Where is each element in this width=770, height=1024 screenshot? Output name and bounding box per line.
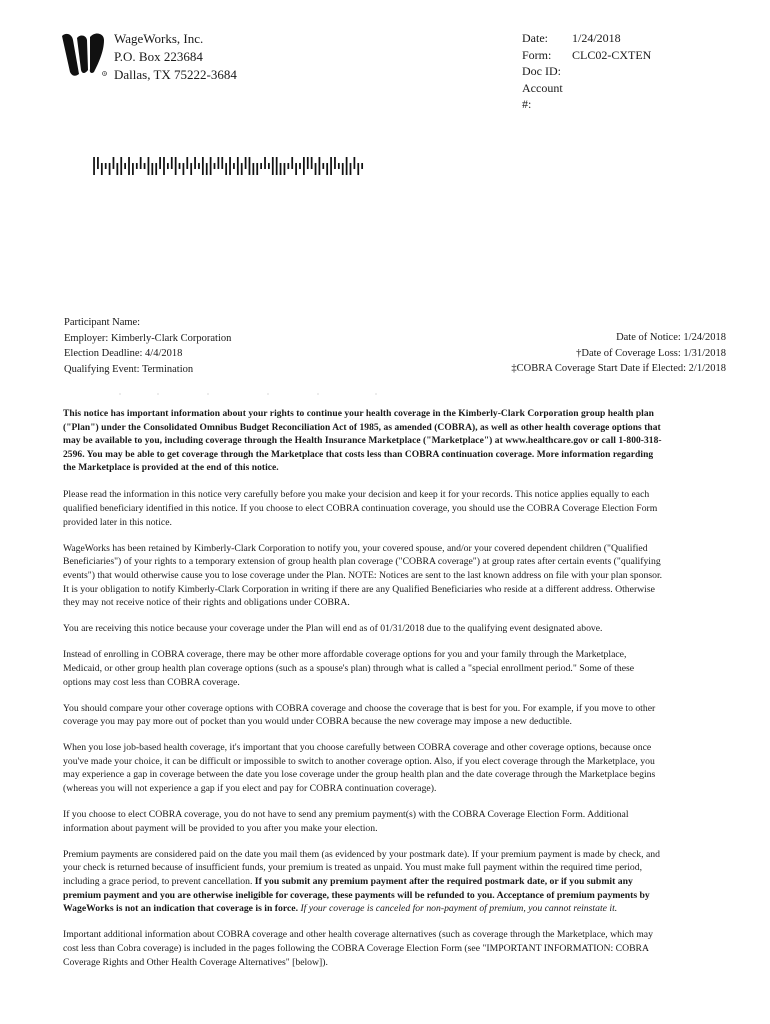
barcode-bar	[330, 157, 332, 175]
barcode-bar	[144, 163, 146, 169]
barcode-bar	[225, 163, 227, 175]
barcode-bar	[190, 163, 192, 175]
paragraph-additional-info: Important additional information about COBRA coverage and other health coverage alternatives (such as coverage through the Marketplace, which may cost less than Cobra coverage) is included in the pages following the COBRA Coverage Election Form (see "IMPORTANT INFORMATION: COBRA Coverage Rights and Other Health Coverage Alternatives" [below]).	[63, 929, 653, 968]
barcode-bar	[252, 163, 254, 175]
barcode-bar	[350, 163, 352, 175]
sender-address-line-2: Dallas, TX 75222-3684	[114, 67, 237, 82]
barcode-bar	[218, 157, 220, 169]
barcode-bar	[210, 157, 212, 175]
postal-barcode	[92, 157, 364, 175]
form-label: Form:	[522, 47, 552, 62]
barcode-bar	[311, 157, 313, 169]
barcode-bar	[326, 163, 328, 175]
barcode-bar	[342, 163, 344, 175]
barcode-bar	[357, 163, 359, 175]
barcode-bar	[120, 157, 122, 175]
barcode-bar	[334, 157, 336, 169]
participant-info	[64, 315, 231, 377]
paragraph-premium-payments	[63, 848, 663, 916]
barcode-bar	[159, 157, 161, 169]
date-of-notice: Date of Notice: 1/24/2018	[616, 332, 726, 343]
barcode-bar	[260, 163, 262, 169]
barcode-bar	[319, 157, 321, 175]
barcode-bar	[272, 157, 274, 175]
barcode-bar	[101, 163, 103, 175]
barcode-bar	[163, 157, 165, 175]
election-deadline-line: Election Deadline: 4/4/2018	[64, 348, 183, 359]
sender-address	[114, 30, 237, 84]
sender-company: WageWorks, Inc.	[114, 31, 204, 46]
barcode-bar	[245, 157, 247, 169]
barcode-bar	[249, 157, 251, 175]
coverage-dates	[511, 330, 726, 377]
barcode-bar	[280, 163, 282, 175]
barcode-bar	[206, 163, 208, 175]
barcode-bar	[229, 157, 231, 175]
barcode-bar	[237, 157, 239, 175]
barcode-bar	[276, 157, 278, 175]
wageworks-logo	[60, 30, 110, 80]
barcode-bar	[132, 163, 134, 175]
barcode-bar	[221, 157, 223, 169]
barcode-bar	[93, 157, 95, 175]
barcode-bar	[97, 157, 99, 169]
date-label: Date:	[522, 31, 548, 45]
barcode-bar	[148, 157, 150, 175]
barcode-bar	[194, 157, 196, 169]
paragraph-election-payment: If you choose to elect COBRA coverage, you do not have to send any premium payment(s) with the COBRA Coverage Election Form. Additional information about payment will be provided to you after you make your election.	[63, 809, 629, 834]
barcode-bar	[128, 157, 130, 175]
barcode-bar	[186, 157, 188, 169]
barcode-bar	[151, 163, 153, 175]
barcode-bar	[116, 163, 118, 175]
barcode-bar	[136, 163, 138, 169]
premium-bold-text: If you submit any premium payment after the required postmark date, or if you submit any premium payment and you are otherwise ineligible for coverage, these payments will be refunded to you. Acceptance of premium payments by WageWorks is not an indication that coverage is in force.	[63, 876, 650, 915]
barcode-bar	[202, 157, 204, 175]
paragraph-job-based-coverage: When you lose job-based health coverage, it's important that you choose carefully between COBRA coverage and other coverage options, because once you've made your choice, it can be difficult or impossible to switch to another coverage option. Also, if you elect coverage through the Marketplace, you may experience a gap in coverage between the date you lose coverage under the group health plan and the date coverage through the Marketplace begins (whereas you will not experience a gap if you elect and pay for COBRA continuation coverage).	[63, 742, 656, 795]
barcode-bar	[299, 163, 301, 169]
barcode-bar	[284, 163, 286, 175]
barcode-bar	[291, 157, 293, 169]
barcode-bar	[315, 163, 317, 175]
barcode-bar	[233, 163, 235, 169]
employer-line: Employer: Kimberly-Clark Corporation	[64, 332, 232, 344]
barcode-bar	[175, 157, 177, 175]
barcode-bar	[241, 163, 243, 175]
barcode-bar	[338, 163, 340, 169]
barcode-bar	[303, 157, 305, 175]
notice-body	[63, 408, 663, 982]
svg-text:R: R	[103, 71, 106, 76]
barcode-bar	[179, 163, 181, 169]
barcode-bar	[322, 163, 324, 169]
barcode-bar	[268, 163, 270, 169]
barcode-bar	[256, 163, 258, 175]
barcode-bar	[113, 157, 115, 169]
barcode-bar	[295, 163, 297, 175]
barcode-bar	[287, 163, 289, 169]
barcode-bar	[183, 163, 185, 175]
barcode-bar	[167, 163, 169, 169]
form-value: CLC02-CXTEN	[572, 47, 652, 62]
qualifying-event-line: Qualifying Event: Termination	[64, 363, 194, 375]
scan-artifact	[118, 392, 378, 396]
account-label: Account #:	[522, 80, 563, 111]
sender-address-line-1: P.O. Box 223684	[114, 49, 203, 64]
document-meta	[522, 30, 651, 113]
premium-italic-text: If your coverage is canceled for non-payment of premium, you cannot reinstate it.	[298, 903, 618, 915]
date-of-coverage-loss: †Date of Coverage Loss: 1/31/2018	[576, 347, 726, 359]
barcode-bar	[155, 163, 157, 175]
paragraph-alternatives: Instead of enrolling in COBRA coverage, there may be other more affordable coverage options for you and your family through the Marketplace, Medicaid, or other group health plan coverage options (such as a spouse's plan) through what is called a "special enrollment period." Some of these options may cost less than COBRA coverage.	[63, 649, 635, 688]
cobra-start-date: ‡COBRA Coverage Start Date if Elected: 2/1/2018	[511, 363, 726, 374]
paragraph-wageworks-retained: WageWorks has been retained by Kimberly-Clark Corporation to notify you, your covered spouse, and/or your covered dependent children ("Qualified Beneficiaries") of your rights to a temporary extension of group health plan coverage ("COBRA coverage") at group rates after certain events ("qualifying events") that would otherwise cause you to lose coverage under the Plan. NOTE: Notices are sent to the last known address on file with your plan sponsor. It is your obligation to notify Kimberly-Clark Corporation in writing if there are any Qualified Beneficiaries who reside at a different address. Otherwise they may not receive notice of their rights and obligations under COBRA.	[63, 542, 663, 609]
barcode-bar	[346, 157, 348, 175]
barcode-bar	[198, 163, 200, 169]
doc-id-label: Doc ID:	[522, 64, 561, 78]
paragraph-read-carefully: Please read the information in this notice very carefully before you make your decision and keep it for your records. This notice applies equally to each qualified beneficiary identified in this notice. If you choose to elect COBRA continuation coverage, you should use the COBRA Coverage Election Form provided later in this notice.	[63, 489, 658, 528]
paragraph-compare-options: You should compare your other coverage options with COBRA coverage and choose the coverage that is best for you. For example, if you move to other coverage you may pay more out of pocket than you would under COBRA because the new coverage may impose a new deductible.	[63, 702, 656, 728]
barcode-bar	[109, 163, 111, 175]
barcode-bar	[105, 163, 107, 169]
paragraph-coverage-end: You are receiving this notice because your coverage under the Plan will end as of 01/31/2018 due to the qualifying event designated above.	[63, 623, 603, 635]
barcode-bar	[264, 157, 266, 169]
barcode-bar	[124, 163, 126, 169]
premium-text: Premium payments are considered paid on the date you mail them (as evidenced by your postmark date). If your premium payment is made by check, and your check is returned because of insufficient funds, your premium is treated as unpaid. You must make full payment within the required time period, including a grace period, to prevent cancellation.	[63, 848, 660, 888]
date-value: 1/24/2018	[572, 31, 621, 45]
barcode-bar	[361, 163, 363, 169]
barcode-bar	[171, 157, 173, 169]
intro-paragraph: This notice has important information about your rights to continue your health coverage in the Kimberly-Clark Corporation group health plan ("Plan") under the Consolidated Omnibus Budget Reconciliation Act of 1985, as amended (COBRA), as well as other health coverage options that may be available to you, including coverage through the Health Insurance Marketplace ("Marketplace") at www.healthcare.gov or call 1-800-318-2596. You may be able to get coverage through the Marketplace that costs less than COBRA continuation coverage. More information regarding the Marketplace is provided at the end of this notice.	[63, 409, 662, 474]
barcode-bar	[354, 157, 356, 169]
barcode-bar	[214, 163, 216, 169]
barcode-bar	[140, 157, 142, 169]
barcode-bar	[307, 157, 309, 169]
participant-name-line: Participant Name:	[64, 317, 141, 328]
